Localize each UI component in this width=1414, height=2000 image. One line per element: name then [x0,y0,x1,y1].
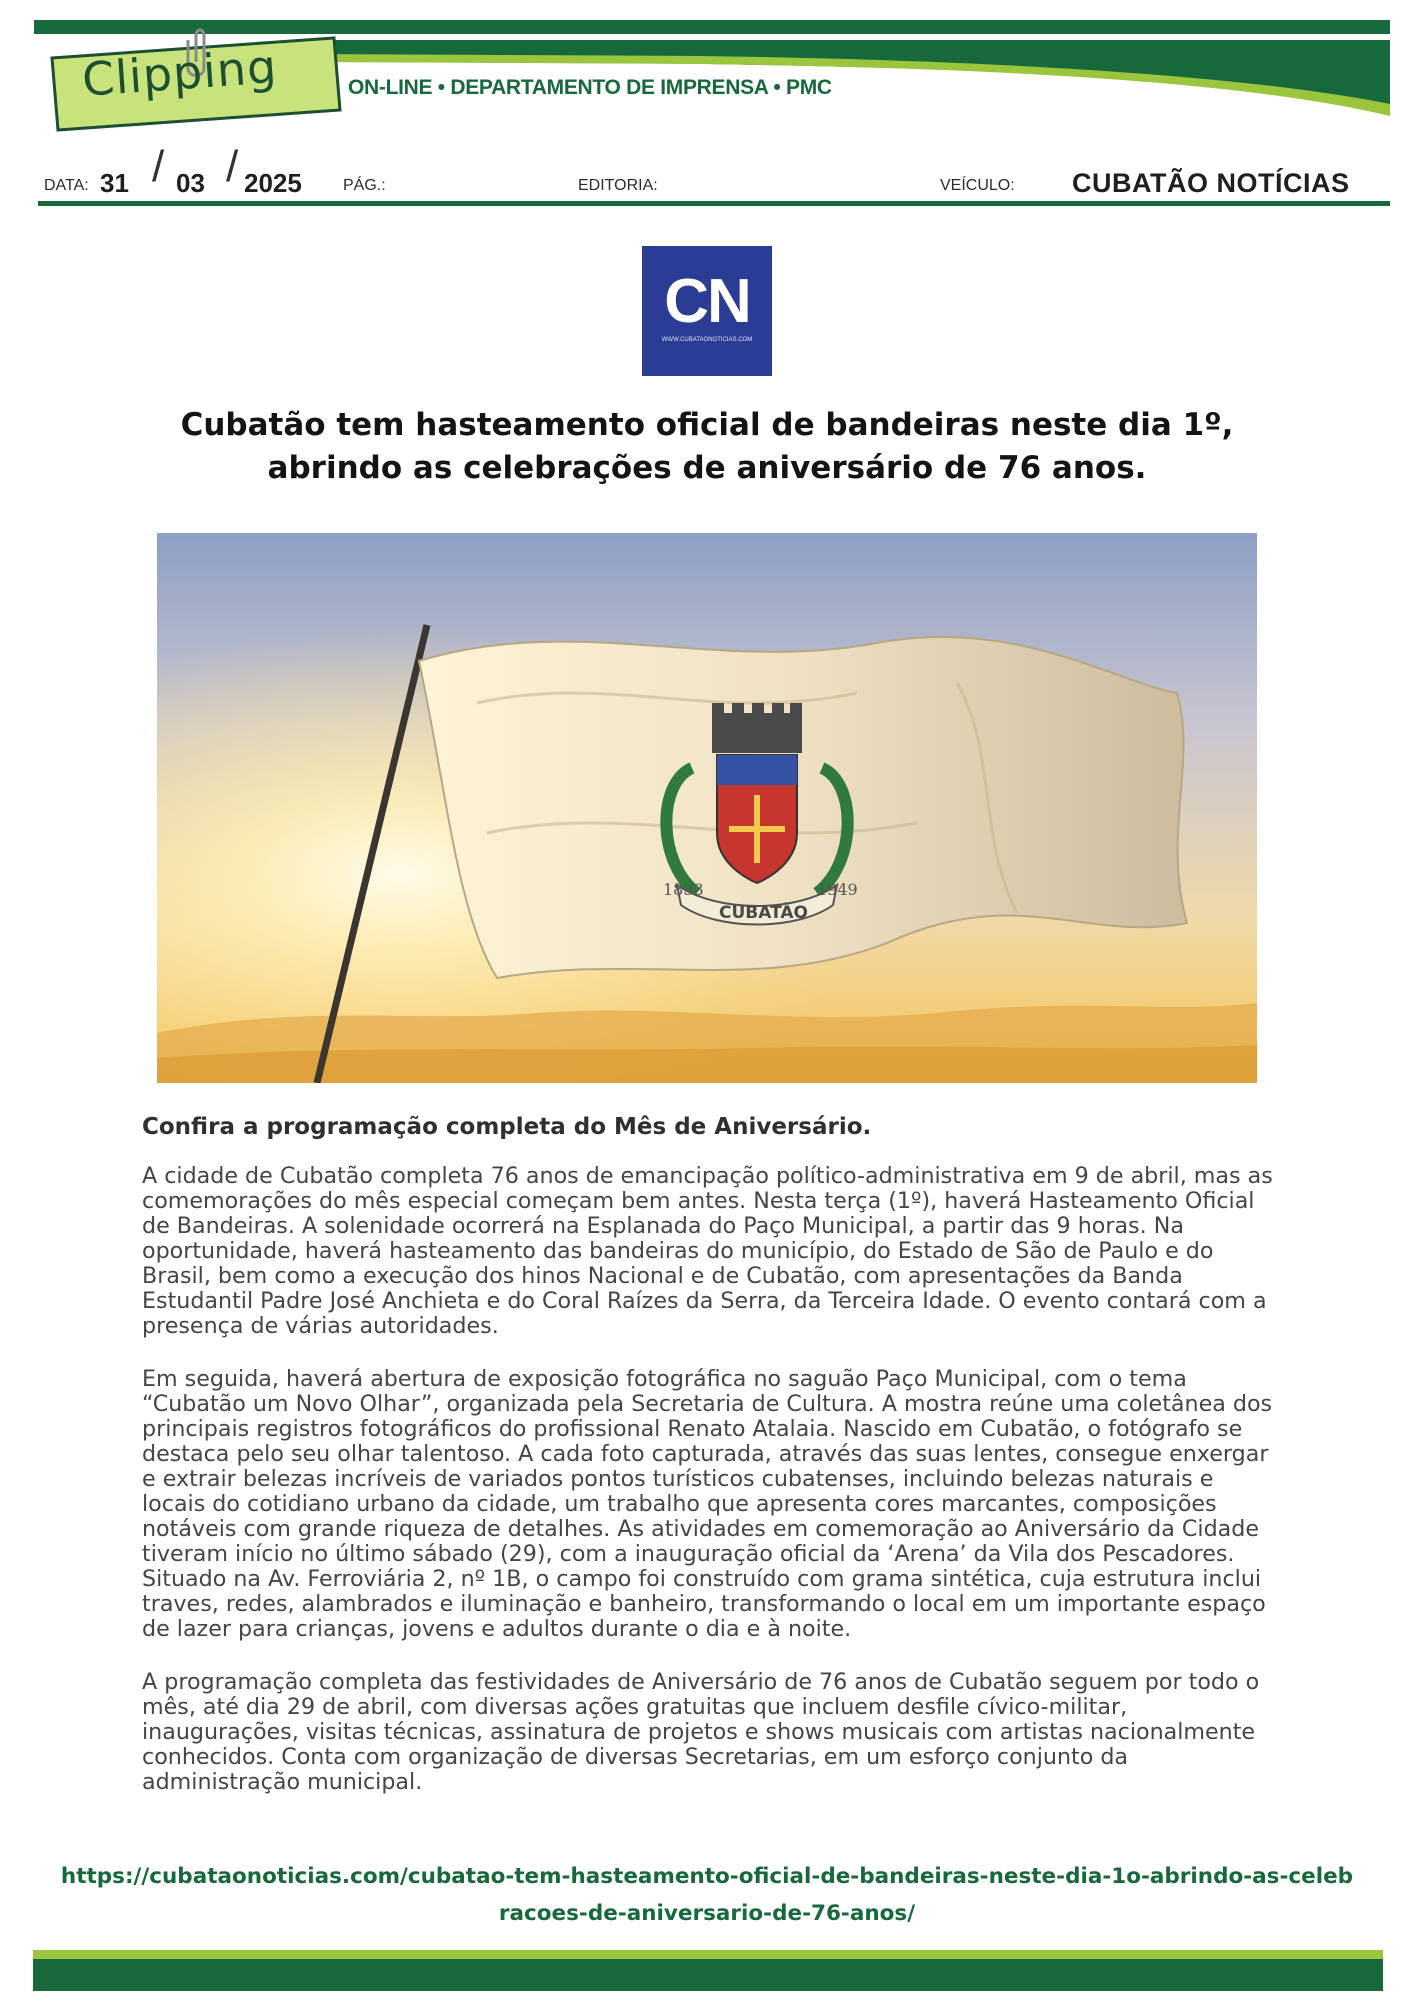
date-separator: / [226,142,239,191]
date-separator: / [152,142,165,191]
header-top-bar [34,20,1390,34]
meta-divider [38,201,1390,206]
vehicle-name: CUBATÃO NOTÍCIAS [1072,168,1350,198]
source-link[interactable]: https://cubataonoticias.com/cubatao-tem-hasteamento-oficial-de-bandeiras-neste-dia-1o-abrindo-as-celebracoes-de-aniversario-de-76-anos/ [60,1864,1354,1926]
crest-year-right: 1949 [817,880,858,899]
crest-year-left: 1833 [663,880,704,899]
date-day: 31 [100,168,129,198]
date-month: 03 [176,168,205,198]
article-paragraph: Em seguida, haverá abertura de exposição fotográfica no saguão Paço Municipal, com o tema “Cubatão um Novo Olhar”, organizada pela Secretaria de Cultura. A mostra reúne uma coletânea dos principais registros fotográficos do profissional Renato Atalaia. Nascido em Cubatão, o fotógrafo se destaca pelo seu olhar talentoso. A cada foto capturada, através das suas lentes, consegue enxergar e extrair belezas incríveis de variados pontos turísticos cubatenses, incluindo belezas naturais e locais do cotidiano urbano da cidade, um trabalho que apresenta cores marcantes, composições notáveis com grande riqueza de detalhes. As atividades em comemoração ao Aniversário da Cidade tiveram início no último sábado (29), com a inauguração oficial da ‘Arena’ da Vila dos Pescadores. Situado na Av. Ferroviária 2, nº 1B, o campo foi construído com grama sintética, cuja estrutura inclui traves, redes, alambrados e iluminação e banheiro, transformando o local em um importante espaço de lazer para crianças, jovens e adultos durante o dia e à noite. [142,1366,1273,1642]
header-subtitle: ON-LINE • DEPARTAMENTO DE IMPRENSA • PMC [348,76,832,99]
article-body [142,1164,1282,1823]
footer-bar-dark [33,1959,1383,1991]
date-label: DATA: [44,177,89,194]
article-paragraph: A programação completa das festividades de Aniversário de 76 anos de Cubatão seguem por todo o mês, até dia 29 de abril, com diversas ações gratuitas que incluem desfile cívico-militar, inaugurações, visitas técnicas, assinatura de projetos e shows musicais com artistas nacionalmente conhecidos. Conta com organização de diversas Secretarias, em um esforço conjunto da administração municipal. [142,1669,1260,1795]
editoria-label: EDITORIA: [578,177,658,194]
page-label: PÁG.: [343,177,386,194]
article-subheading: Confira a programação completa do Mês de Aniversário. [142,1114,872,1140]
date-year: 2025 [244,168,302,198]
flag-photo [157,533,1257,1083]
vehicle-label: VEÍCULO: [940,177,1015,194]
article-paragraph: A cidade de Cubatão completa 76 anos de emancipação político-administrativa em 9 de abril, mas as comemorações do mês especial começam bem antes. Nesta terça (1º), haverá Hasteamento Oficial de Bandeiras. A solenidade ocorrerá na Esplanada do Paço Municipal, a partir das 9 horas. Na oportunidade, haverá hasteamento das bandeiras do município, do Estado de São de Paulo e do Brasil, bem como a execução dos hinos Nacional e de Cubatão, com apresentações da Banda Estudantil Padre José Anchieta e do Coral Raízes da Serra, da Terceira Idade. O evento contará com a presença de várias autoridades. [142,1163,1273,1339]
logo-letters: CN [664,267,750,336]
footer-bar-light [33,1950,1383,1959]
logo-url: WWW.CUBATAONOTICIAS.COM [661,337,753,343]
cubatao-noticias-logo [642,246,772,376]
clipping-logo-text: Clipping [80,39,279,107]
crest-banner-text: CUBATÃO [719,903,808,923]
article-title: Cubatão tem hasteamento oficial de bandeiras neste dia 1º, abrindo as celebrações de aniversário de 76 anos. [180,407,1234,486]
